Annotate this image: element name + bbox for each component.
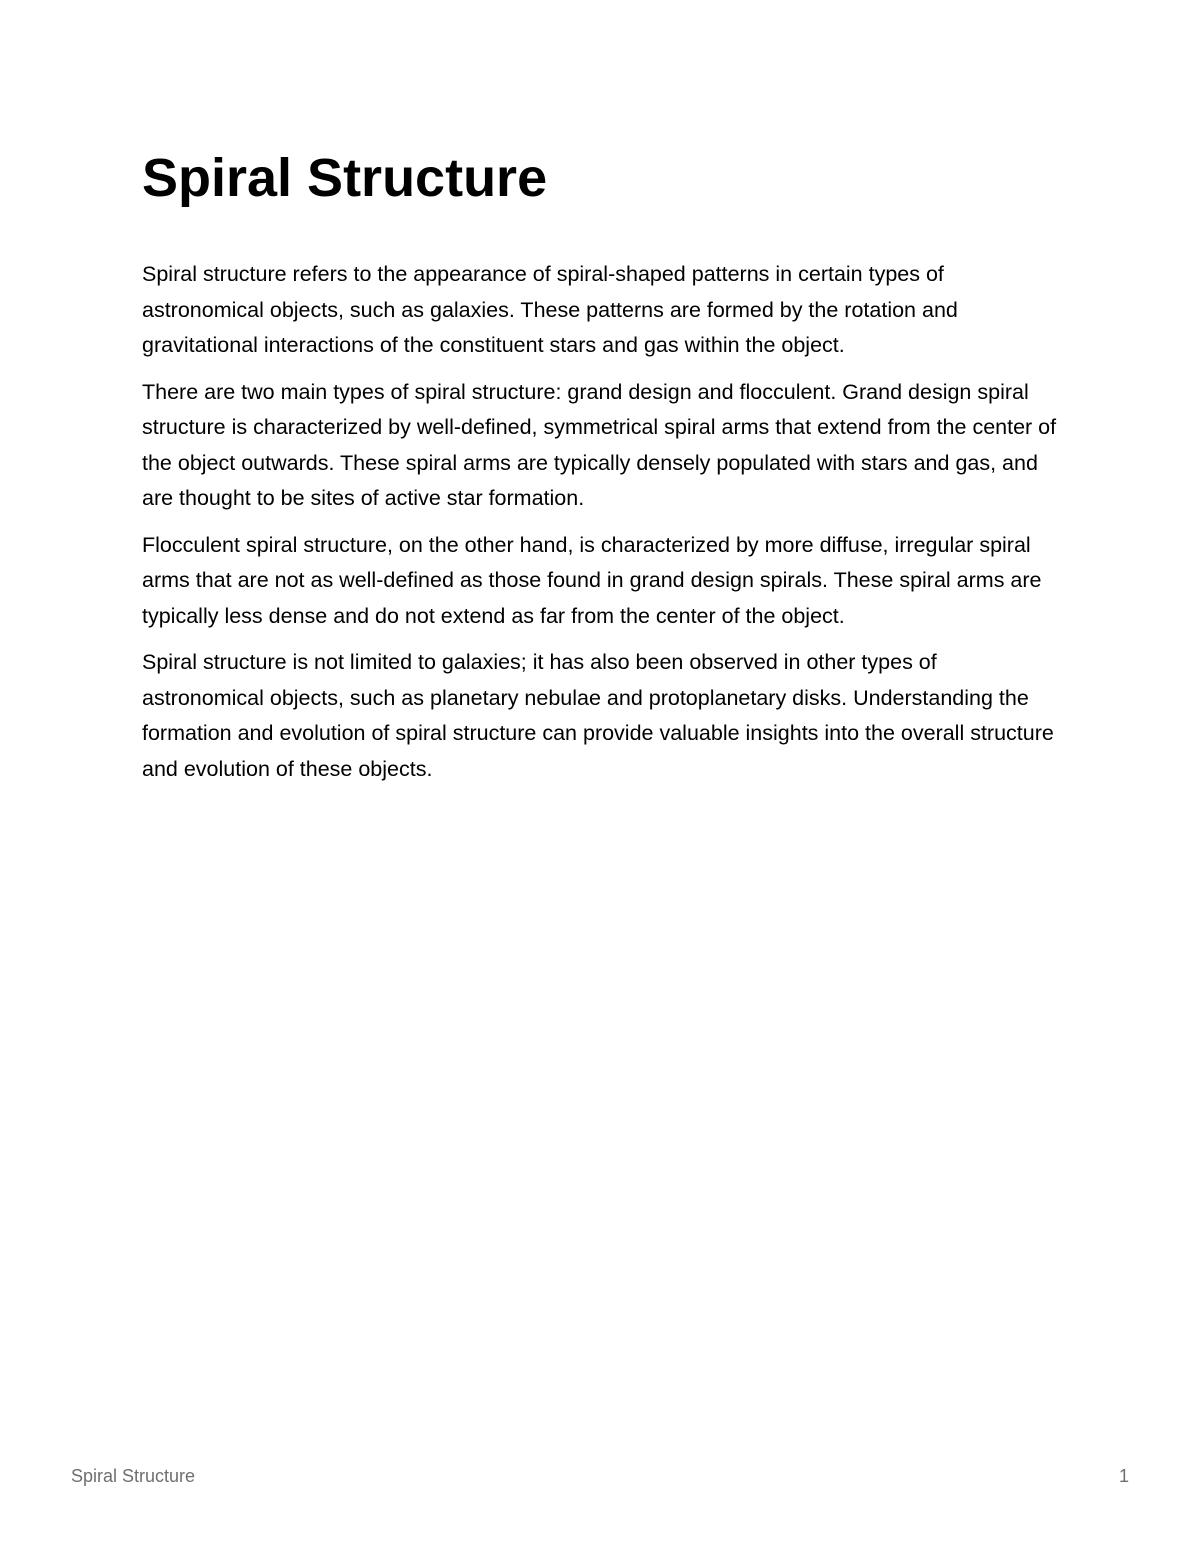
- paragraph-3: Flocculent spiral structure, on the other hand, is characterized by more diffuse, irregular spiral arms that are not as well-defined as those found in grand design spirals. These spiral arms are typically less dense and do not extend as far from the center of the object.: [142, 532, 1042, 628]
- document-body: [142, 146, 1062, 798]
- footer-document-title: Spiral Structure: [71, 1466, 196, 1486]
- paragraph-4: Spiral structure is not limited to galaxies; it has also been observed in other types of astronomical objects, such as planetary nebulae and protoplanetary disks. Understanding the formation and evolution of spiral structure can provide valuable insights into the overall structure and evolution of these objects.: [142, 650, 1054, 781]
- paragraph-1: Spiral structure refers to the appearance of spiral-shaped patterns in certain types of astronomical objects, such as galaxies. These patterns are formed by the rotation and gravitational interactions of the constituent stars and gas within the object.: [142, 262, 958, 357]
- paragraph-2: There are two main types of spiral structure: grand design and flocculent. Grand design spiral structure is characterized by well-defined, symmetrical spiral arms that extend from the center of the object outwards. These spiral arms are typically densely populated with stars and gas, and are thought to be sites of active star formation.: [142, 379, 1057, 510]
- document-title: Spiral Structure: [142, 148, 548, 208]
- footer-page-number: 1: [1118, 1466, 1129, 1486]
